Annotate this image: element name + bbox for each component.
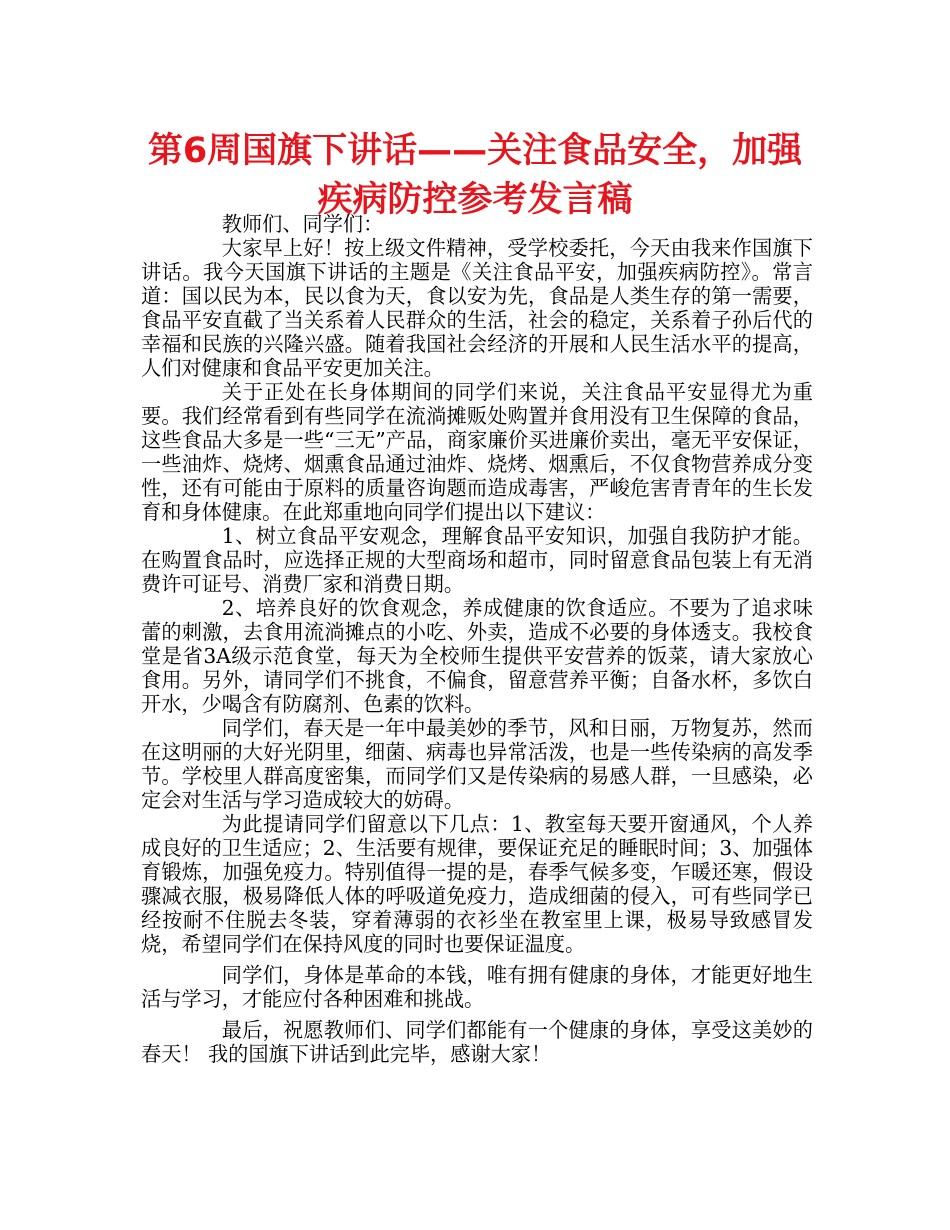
paragraph: 最后，祝愿教师们、同学们都能有一个健康的身体，享受这美妙的春天！ 我的国旗下讲话到此完毕，感谢大家！ bbox=[141, 1018, 813, 1066]
document-body bbox=[141, 212, 813, 1066]
paragraph: 关于正处在长身体期间的同学们来说，关注食品平安显得尤为重要。我们经常看到有些同学在流淌摊贩处购置并食用没有卫生保障的食品，这些食品大多是一些“三无”产品，商家廉价买进廉价卖出，毫无平安保证，一些油炸、烧烤、烟熏食品通过油炸、烧烤、烟熏后，不仅食物营养成分变性，还有可能由于原料的质量咨询题而造成毒害，严峻危害青青年的生长发育和身体健康。在此郑重地向同学们提出以下建议： bbox=[141, 380, 813, 524]
paragraph: 1、树立食品平安观念，理解食品平安知识，加强自我防护才能。在购置食品时，应选择正规的大型商场和超市，同时留意食品包装上有无消费许可证号、消费厂家和消费日期。 bbox=[141, 524, 813, 596]
paragraph: 同学们，春天是一年中最美妙的季节，风和日丽，万物复苏，然而在这明丽的大好光阴里，细菌、病毒也异常活泼，也是一些传染病的高发季节。学校里人群高度密集，而同学们又是传染病的易感人群，一旦感染，必定会对生活与学习造成较大的妨碍。 bbox=[141, 716, 813, 812]
paragraph: 为此提请同学们留意以下几点：1、教室每天要开窗通风，个人养成良好的卫生适应；2、生活要有规律，要保证充足的睡眠时间；3、加强体育锻炼，加强免疫力。特别值得一提的是，春季气候多变，乍暖还寒，假设骤减衣服，极易降低人体的呼吸道免疫力，造成细菌的侵入，可有些同学已经按耐不住脱去冬装，穿着薄弱的衣衫坐在教室里上课，极易导致感冒发烧，希望同学们在保持风度的同时也要保证温度。 bbox=[141, 812, 813, 956]
paragraph: 大家早上好！按上级文件精神，受学校委托，今天由我来作国旗下讲话。我今天国旗下讲话的主题是《关注食品平安，加强疾病防控》。常言道：国以民为本，民以食为天，食以安为先，食品是人类生存的第一需要，食品平安直截了当关系着人民群众的生活，社会的稳定，关系着子孙后代的幸福和民族的兴隆兴盛。随着我国社会经济的开展和人民生活水平的提高，人们对健康和食品平安更加关注。 bbox=[141, 236, 813, 380]
paragraph: 同学们，身体是革命的本钱，唯有拥有健康的身体，才能更好地生活与学习，才能应付各种困难和挑战。 bbox=[141, 963, 813, 1011]
salutation: 教师们、同学们： bbox=[221, 212, 384, 236]
paragraph: 2、培养良好的饮食观念，养成健康的饮食适应。不要为了追求味蕾的刺激，去食用流淌摊点的小吃、外卖，造成不必要的身体透支。我校食堂是省3A级示范食堂，每天为全校师生提供平安营养的饭菜，请大家放心食用。另外，请同学们不挑食，不偏食，留意营养平衡；自备水杯，多饮白开水，少喝含有防腐剂、色素的饮料。 bbox=[141, 596, 813, 716]
document-title: 第6周国旗下讲话——关注食品安全，加强疾病防控参考发言稿 bbox=[147, 131, 803, 220]
